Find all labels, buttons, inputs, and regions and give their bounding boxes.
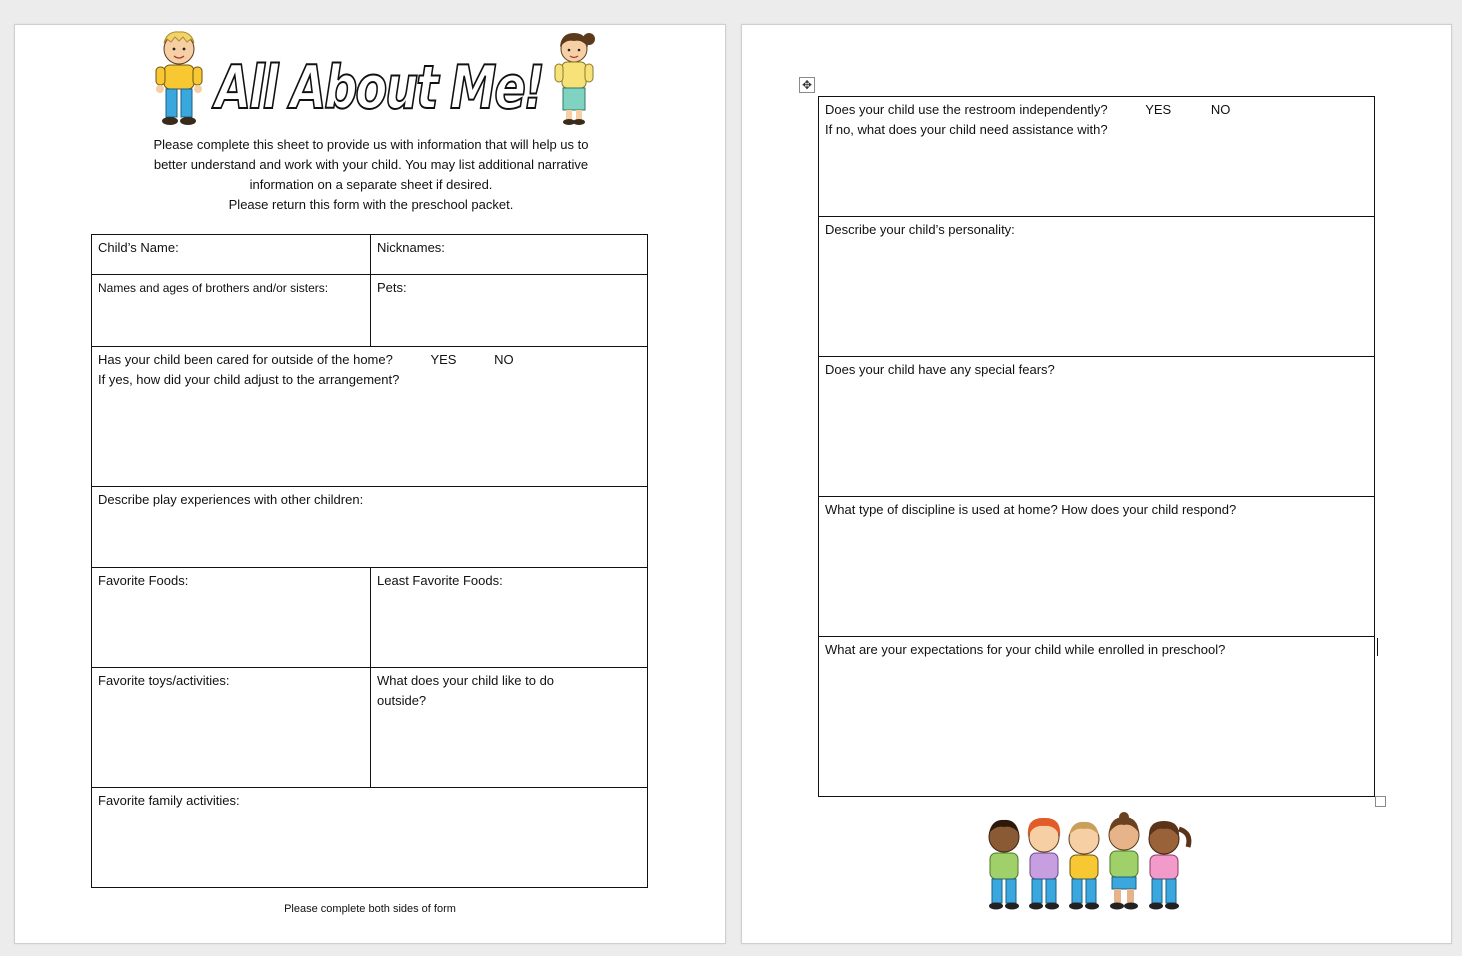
- family-activities-cell[interactable]: [92, 788, 648, 888]
- no-option[interactable]: NO: [494, 352, 514, 367]
- assistance-label: If no, what does your child need assistance with?: [825, 122, 1108, 137]
- least-favorite-foods-label: Least Favorite Foods:: [377, 573, 503, 588]
- intro-paragraph: [111, 135, 631, 215]
- siblings-cell[interactable]: [92, 275, 371, 347]
- kid-5: [1149, 821, 1189, 910]
- outside-activity-label: What does your child like to do outside?: [377, 673, 555, 708]
- pets-label: Pets:: [377, 280, 407, 295]
- nicknames-label: Nicknames:: [377, 240, 445, 255]
- about-me-form-table-2: [818, 96, 1375, 797]
- personality-label: Describe your child’s personality:: [825, 222, 1015, 237]
- yes-option[interactable]: YES: [430, 352, 457, 367]
- fears-label: Does your child have any special fears?: [825, 362, 1055, 377]
- restroom-label: Does your child use the restroom independently?: [825, 102, 1108, 117]
- play-experiences-cell[interactable]: [92, 487, 648, 568]
- document-page-1: [14, 24, 726, 944]
- pets-cell[interactable]: [371, 275, 648, 347]
- intro-line: Please return this form with the preschool packet.: [228, 197, 514, 212]
- girl-clipart: [549, 29, 599, 127]
- care-outside-label: Has your child been cared for outside of the home?: [98, 352, 393, 367]
- boy-clipart: [151, 29, 207, 127]
- child-name-cell[interactable]: [92, 235, 371, 275]
- kid-2: [1028, 818, 1060, 910]
- adjust-label: If yes, how did your child adjust to the arrangement?: [98, 372, 400, 387]
- favorite-toys-label: Favorite toys/activities:: [98, 673, 230, 688]
- kid-4: [1109, 812, 1139, 910]
- yes-option[interactable]: YES: [1145, 102, 1172, 117]
- expectations-label: What are your expectations for your child while enrolled in preschool?: [825, 642, 1226, 657]
- siblings-label: Names and ages of brothers and/or sisters:: [98, 281, 329, 295]
- favorite-foods-cell[interactable]: [92, 568, 371, 668]
- footer-note: Please complete both sides of form: [284, 903, 456, 915]
- resize-handle-icon[interactable]: [1375, 796, 1386, 807]
- kid-1: [989, 820, 1019, 910]
- move-arrows-icon[interactable]: ✥: [799, 77, 815, 93]
- personality-cell[interactable]: [819, 217, 1375, 357]
- intro-line: Please complete this sheet to provide us with information that will help us to: [153, 137, 589, 152]
- child-name-label: Child’s Name:: [98, 240, 179, 255]
- page-title: All About Me!: [215, 53, 543, 123]
- fears-cell[interactable]: [819, 357, 1375, 497]
- title-wordart: [215, 53, 543, 123]
- kids-group-clipart: [976, 811, 1200, 915]
- document-page-2: [741, 24, 1452, 944]
- discipline-cell[interactable]: [819, 497, 1375, 637]
- nicknames-cell[interactable]: [371, 235, 648, 275]
- kid-3: [1069, 822, 1099, 910]
- expectations-cell[interactable]: [819, 637, 1375, 797]
- discipline-label: What type of discipline is used at home? How does your child respond?: [825, 502, 1237, 517]
- favorite-toys-cell[interactable]: [92, 668, 371, 788]
- intro-line: better understand and work with your child. You may list additional narrative: [153, 157, 589, 172]
- no-option[interactable]: NO: [1210, 102, 1231, 117]
- intro-line: information on a separate sheet if desired.: [249, 177, 493, 192]
- favorite-foods-label: Favorite Foods:: [98, 573, 189, 588]
- outside-activity-cell[interactable]: [371, 668, 648, 788]
- least-favorite-foods-cell[interactable]: [371, 568, 648, 668]
- play-experiences-label: Describe play experiences with other children:: [98, 492, 364, 507]
- restroom-cell[interactable]: [819, 97, 1375, 217]
- care-outside-cell[interactable]: [92, 347, 648, 487]
- about-me-form-table: [91, 234, 648, 888]
- family-activities-label: Favorite family activities:: [98, 793, 240, 808]
- text-cursor: [1377, 638, 1378, 656]
